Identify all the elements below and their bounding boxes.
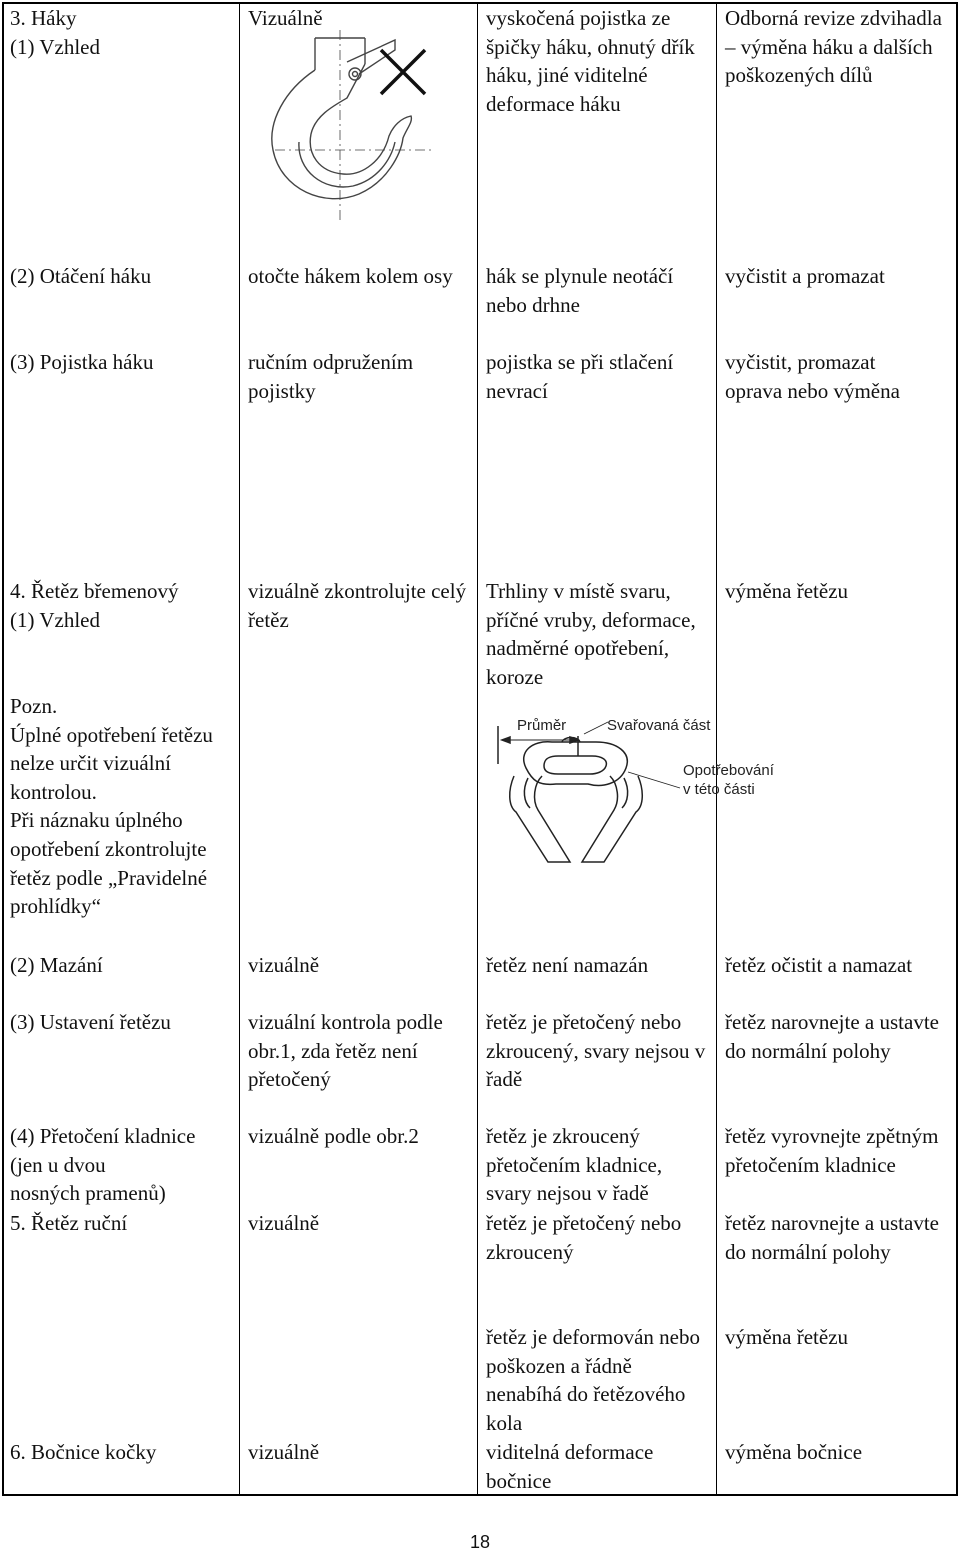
hook-latch-defect: pojistka se při stlačení nevrací	[486, 350, 674, 403]
hook-latch-action: vyčistit, promazat oprava nebo výměna	[725, 350, 900, 403]
column-divider-2	[477, 2, 478, 1496]
block-twist-action: řetěz vyrovnejte zpětným přetočením kladnice	[725, 1124, 939, 1177]
hand-chain-action: řetěz narovnejte a ustavte do normální polohy	[725, 1211, 939, 1264]
table-border-bottom	[2, 1494, 958, 1496]
cross-mark-icon	[377, 46, 429, 98]
hand-chain-defect-2: řetěz je deformován nebo poškozen a řádně nenabíhá do řetězového kola	[486, 1325, 700, 1435]
trolley-sides-action: výměna bočnice	[725, 1440, 863, 1464]
chain-setting-action: řetěz narovnejte a ustavte do normální polohy	[725, 1010, 939, 1063]
hook-rotation-defect: hák se plynule neotáčí nebo drhne	[486, 264, 674, 317]
lubrication-defect: řetěz není namazán	[486, 953, 649, 977]
load-chain-note: Pozn. Úplné opotřebení řetězu nelze určit vizuální kontrolou. Při náznaku úplného opotřebení zkontrolujte řetěz podle „Pravidelné prohlídky“	[10, 694, 213, 919]
hook-rotation-method: otočte hákem kolem osy	[248, 264, 453, 288]
hand-chain-action-2: výměna řetězu	[725, 1325, 849, 1349]
hooks-defect: vyskočená pojistka ze špičky háku, ohnutý dřík háku, jiné viditelné deformace háku	[486, 6, 695, 116]
block-twist-method: vizuálně podle obr.2	[248, 1124, 419, 1148]
trolley-sides-defect: viditelná deformace bočnice	[486, 1440, 654, 1493]
table-border-left	[2, 2, 4, 1496]
trolley-sides-label: 6. Bočnice kočky	[10, 1440, 157, 1464]
hooks-action: Odborná revize zdvihadla – výměna háku a dalších poškozených dílů	[725, 6, 942, 88]
hooks-method: Vizuálně	[248, 6, 323, 30]
page-number: 18	[469, 1532, 491, 1552]
hook-rotation-action: vyčistit a promazat	[725, 264, 885, 288]
load-chain-label: 4. Řetěz břemenový (1) Vzhled	[10, 579, 179, 632]
diameter-label: Průměr	[517, 717, 567, 734]
hook-latch-method: ručním odpružením pojistky	[248, 350, 414, 403]
wear-zone-label: Opotřebování v této části	[683, 762, 774, 798]
hooks-section-label: 3. Háky (1) Vzhled	[10, 6, 100, 59]
load-chain-action: výměna řetězu	[725, 579, 849, 603]
table-border-right	[956, 2, 958, 1496]
chain-setting-method: vizuální kontrola podle obr.1, zda řetěz není přetočený	[248, 1010, 443, 1092]
load-chain-defect: Trhliny v místě svaru, příčné vruby, deformace, nadměrné opotřebení, koroze	[486, 579, 696, 689]
lubrication-method: vizuálně	[248, 953, 320, 977]
hook-rotation-label: (2) Otáčení háku	[10, 264, 152, 288]
chain-setting-defect: řetěz je přetočený nebo zkroucený, svary nejsou v řadě	[486, 1010, 706, 1092]
hand-chain-method: vizuálně	[248, 1211, 320, 1235]
hand-chain-label: 5. Řetěz ruční	[10, 1211, 128, 1235]
block-twist-defect: řetěz je zkroucený přetočením kladnice, svary nejsou v řadě	[486, 1124, 663, 1206]
hook-latch-label: (3) Pojistka háku	[10, 350, 154, 374]
lubrication-label: (2) Mazání	[10, 953, 103, 977]
block-twist-label: (4) Přetočení kladnice (jen u dvou nosných pramenů)	[10, 1124, 196, 1206]
lubrication-action: řetěz očistit a namazat	[725, 953, 913, 977]
column-divider-1	[239, 2, 240, 1496]
welded-part-label: Svařovaná část	[607, 717, 711, 734]
chain-setting-label: (3) Ustavení řetězu	[10, 1010, 171, 1034]
load-chain-method: vizuálně zkontrolujte celý řetěz	[248, 579, 467, 632]
trolley-sides-method: vizuálně	[248, 1440, 320, 1464]
hand-chain-defect: řetěz je přetočený nebo zkroucený	[486, 1211, 682, 1264]
